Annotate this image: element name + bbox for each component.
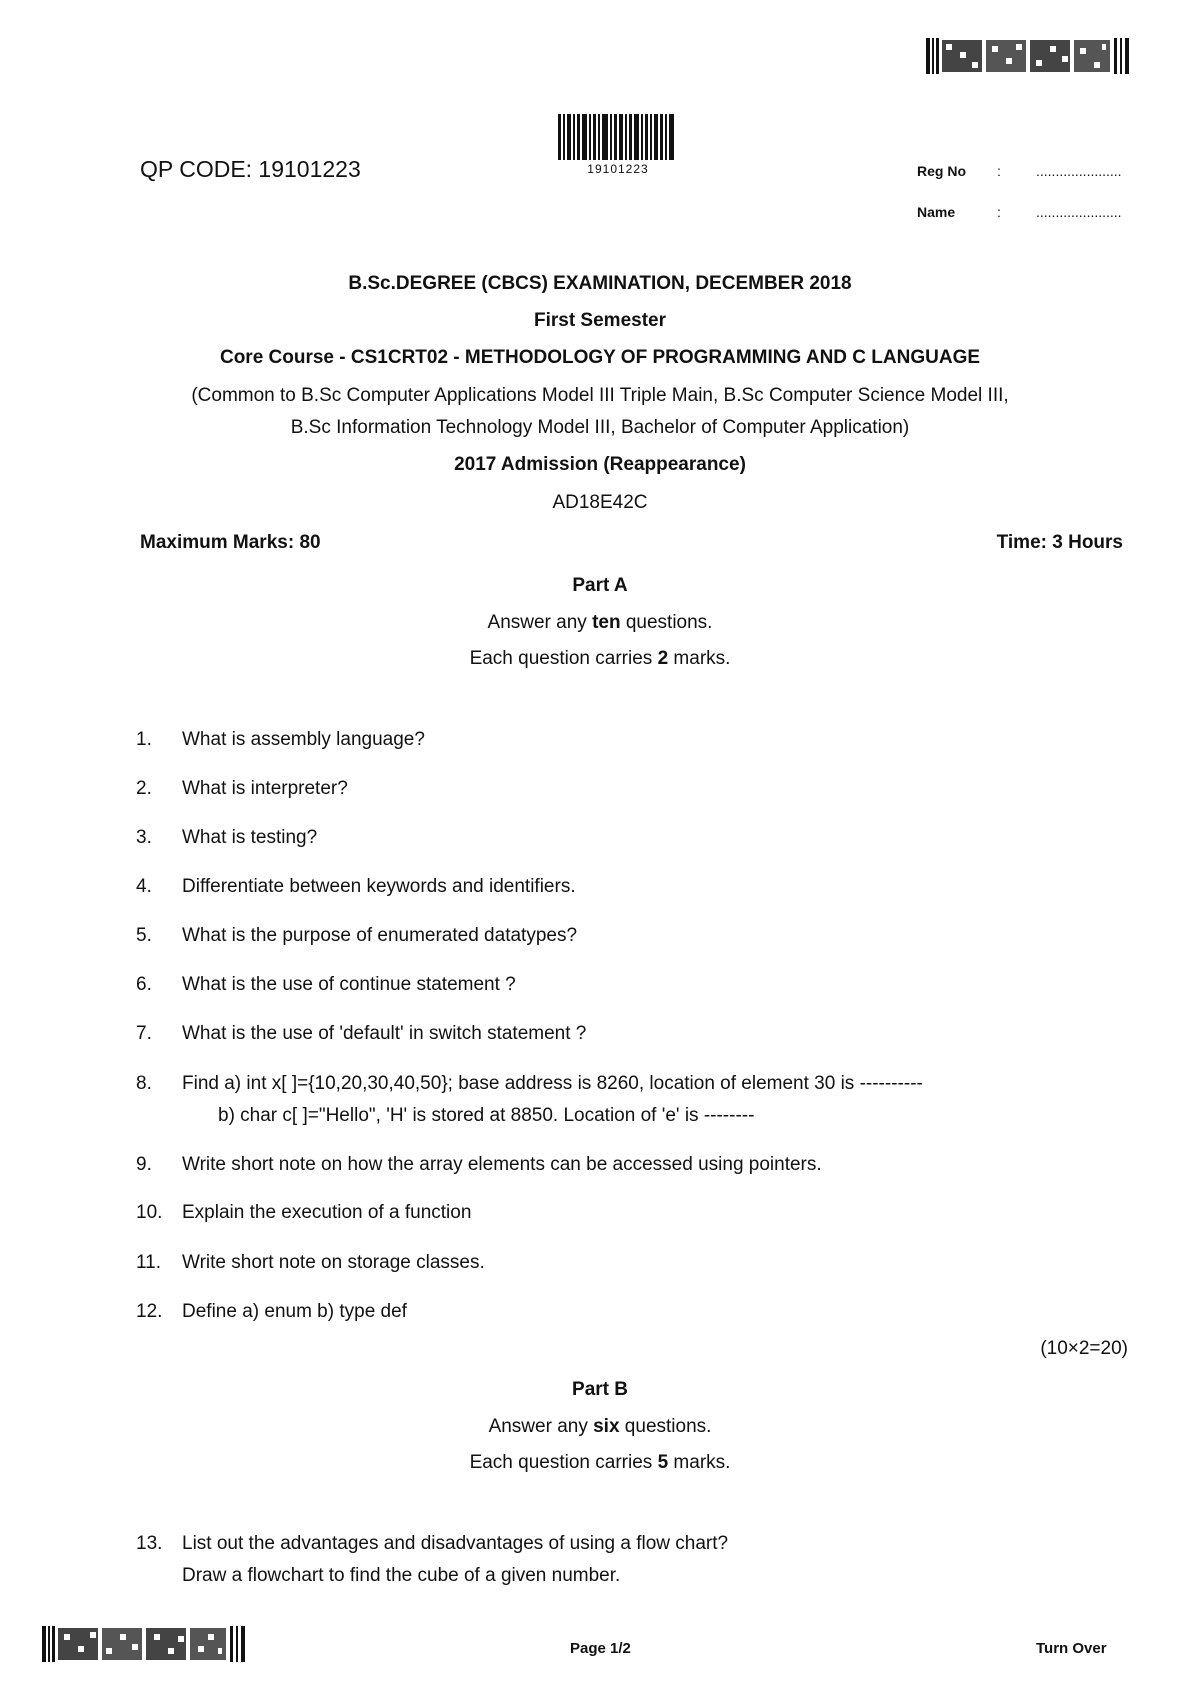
question-text-line-2: Draw a flowchart to find the cube of a given number. — [182, 1565, 621, 1586]
question-number: 11. — [136, 1252, 162, 1273]
reg-no-blank: ...................... — [1036, 163, 1122, 179]
admission: 2017 Admission (Reappearance) — [454, 454, 746, 475]
part-b-instruction-2: Each question carries 5 marks. — [469, 1452, 731, 1473]
part-b-instruction-1: Answer any six questions. — [488, 1416, 712, 1437]
exam-time: Time: 3 Hours — [996, 532, 1123, 553]
turn-over: Turn Over — [1036, 1640, 1107, 1657]
barcode-number: 19101223 — [587, 162, 649, 176]
maximum-marks: Maximum Marks: 80 — [140, 532, 321, 553]
barcode-top-right — [926, 38, 1130, 76]
question-number: 10. — [136, 1202, 163, 1223]
question-number: 12. — [136, 1301, 163, 1322]
question-number: 13. — [136, 1533, 163, 1554]
question-number: 1. — [136, 729, 152, 750]
question-text: What is interpreter? — [182, 778, 348, 799]
question-number: 3. — [136, 827, 152, 848]
question-number: 8. — [136, 1073, 152, 1094]
question-text: Write short note on how the array elements can be accessed using pointers. — [182, 1154, 822, 1175]
qp-code: QP CODE: 19101223 — [140, 156, 361, 182]
exam-title: B.Sc.DEGREE (CBCS) EXAMINATION, DECEMBER 2018 — [348, 273, 852, 294]
question-text: List out the advantages and disadvantages of using a flow chart? — [182, 1533, 729, 1554]
name-blank: ...................... — [1036, 204, 1122, 220]
question-text: What is testing? — [182, 827, 318, 848]
question-text: Define a) enum b) type def — [182, 1301, 407, 1322]
name-colon: : — [997, 204, 1001, 220]
question-text: Explain the execution of a function — [182, 1202, 472, 1223]
question-text: Find a) int x[ ]={10,20,30,40,50}; base address is 8260, location of element 30 is ---------- — [182, 1073, 923, 1094]
page-number: Page 1/2 — [570, 1640, 631, 1657]
part-a-score: (10×2=20) — [1040, 1338, 1128, 1359]
question-text: What is assembly language? — [182, 729, 425, 750]
question-number: 6. — [136, 974, 152, 995]
question-text: What is the use of 'default' in switch statement ? — [182, 1023, 587, 1044]
course-title: Core Course - CS1CRT02 - METHODOLOGY OF PROGRAMMING AND C LANGUAGE — [219, 347, 981, 368]
question-number: 9. — [136, 1154, 152, 1175]
exam-code: AD18E42C — [552, 492, 648, 513]
question-number: 2. — [136, 778, 152, 799]
question-number: 5. — [136, 925, 152, 946]
question-text: What is the purpose of enumerated datatypes? — [182, 925, 578, 946]
barcode-qp-code — [558, 114, 676, 160]
part-a-heading: Part A — [572, 575, 628, 596]
reg-no-label: Reg No — [917, 163, 966, 179]
question-text-part-b: b) char c[ ]="Hello", 'H' is stored at 8850. Location of 'e' is -------- — [218, 1105, 755, 1126]
common-line-2: B.Sc Information Technology Model III, Bachelor of Computer Application) — [290, 417, 910, 438]
question-text: Differentiate between keywords and identifiers. — [182, 876, 576, 897]
question-text: Write short note on storage classes. — [182, 1252, 485, 1273]
common-line-1: (Common to B.Sc Computer Applications Model III Triple Main, B.Sc Computer Science Model III, — [191, 385, 1009, 406]
barcode-bottom-left — [42, 1626, 246, 1664]
part-b-heading: Part B — [572, 1379, 628, 1400]
question-text: What is the use of continue statement ? — [182, 974, 516, 995]
semester: First Semester — [533, 310, 666, 331]
part-a-instruction-2: Each question carries 2 marks. — [469, 648, 731, 669]
part-a-instruction-1: Answer any ten questions. — [487, 612, 713, 633]
question-number: 7. — [136, 1023, 152, 1044]
question-number: 4. — [136, 876, 152, 897]
reg-no-colon: : — [997, 163, 1001, 179]
name-label: Name — [917, 204, 956, 220]
